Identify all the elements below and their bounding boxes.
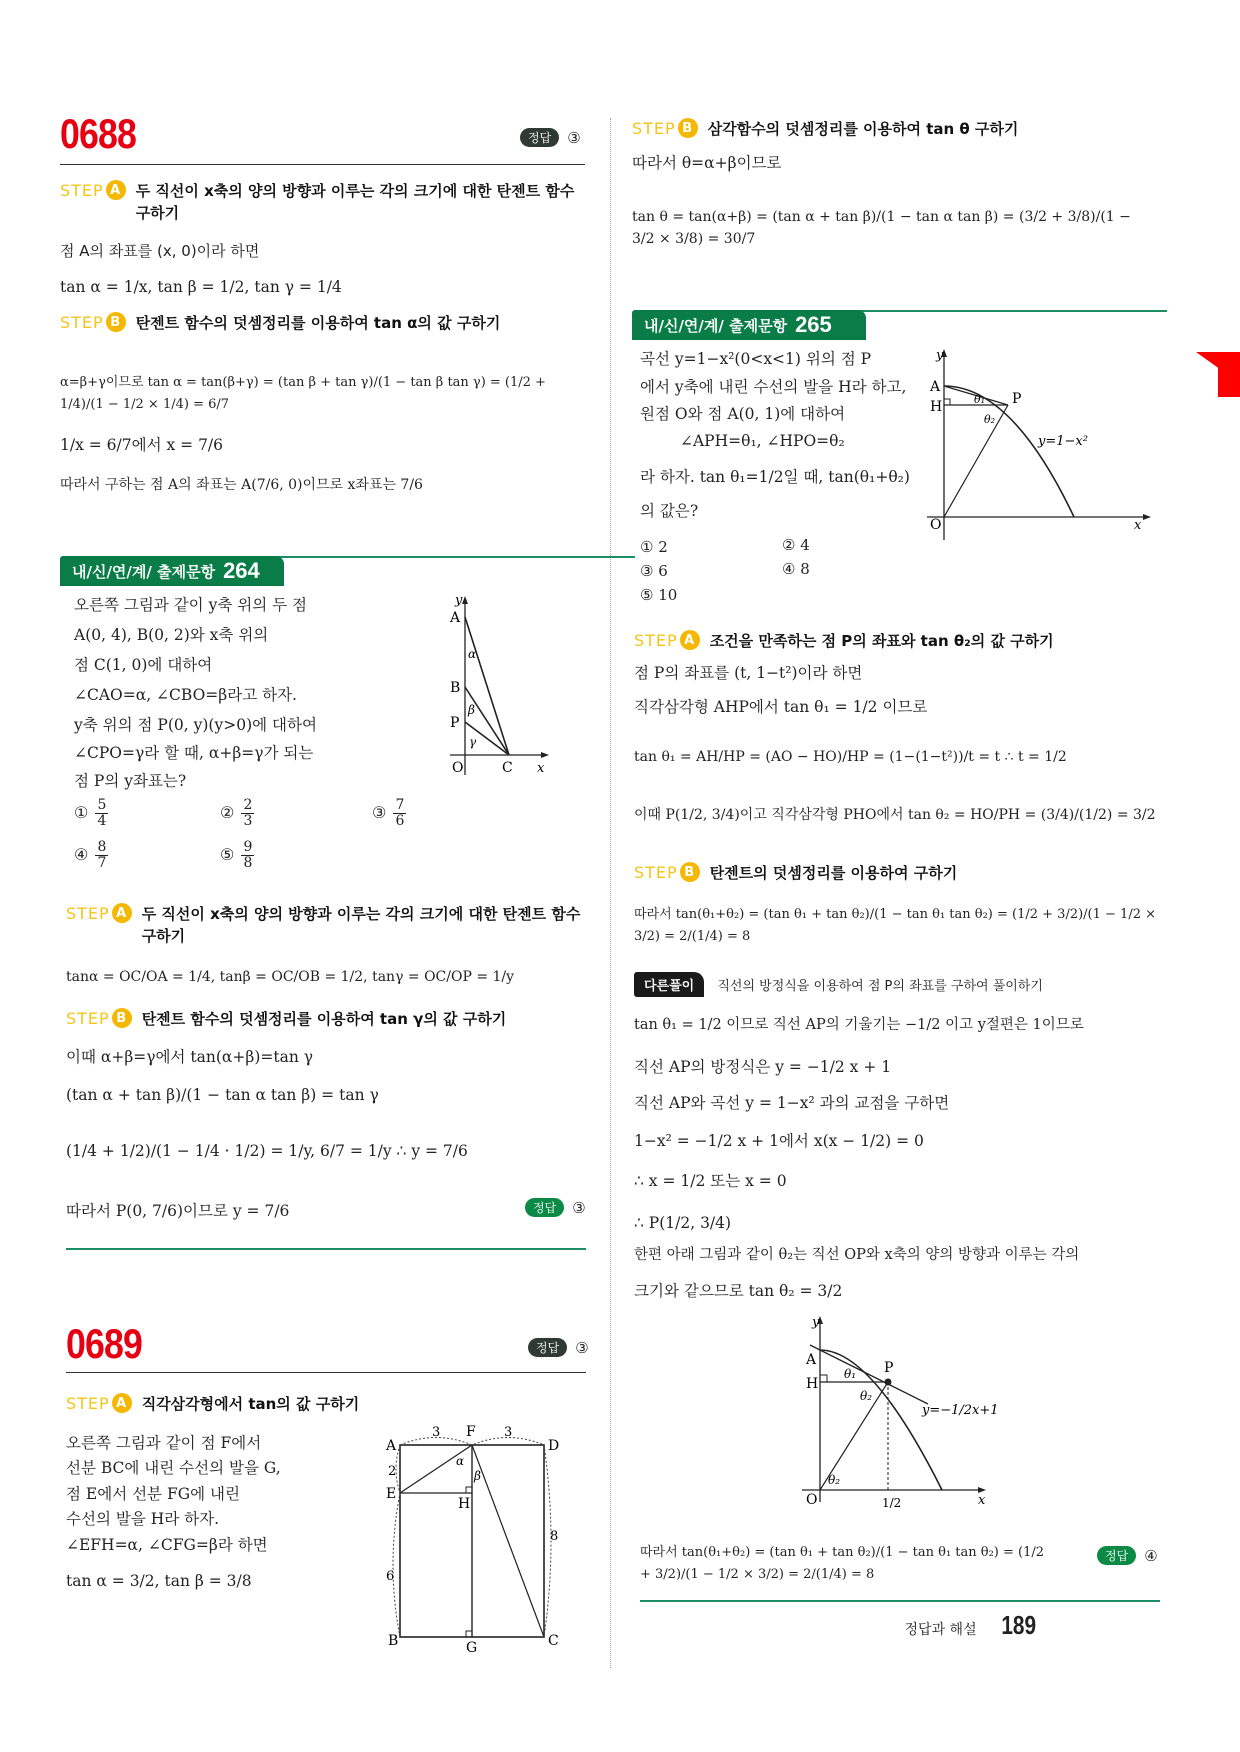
choice-4[interactable]: ④ $\frac{8}{7}$ bbox=[74, 839, 107, 871]
answer-label: 정답 bbox=[520, 128, 559, 147]
svg-text:1/2: 1/2 bbox=[882, 1496, 902, 1510]
math-line: tan θ₁ = 1/2 이므로 직선 AP의 기울기는 −1/2 이고 y절편은 1이므로 bbox=[634, 1017, 1084, 1033]
answer-value: ③ bbox=[572, 1198, 586, 1217]
svg-text:3: 3 bbox=[432, 1425, 441, 1440]
banner-rule bbox=[260, 556, 635, 558]
column-divider bbox=[610, 118, 611, 1668]
svg-text:y: y bbox=[812, 1315, 820, 1330]
math-line: 1−x² = −1/2 x + 1에서 x(x − 1/2) = 0 bbox=[634, 1132, 924, 1150]
problem-number-0688: 0688 bbox=[60, 110, 137, 157]
svg-text:α: α bbox=[456, 1454, 465, 1468]
svg-text:β: β bbox=[468, 703, 475, 717]
figure-265-alt bbox=[782, 1312, 1022, 1512]
math-line: 이때 P(1/2, 3/4)이고 직각삼각형 PHO에서 tan θ₂ = HO/PH = (3/4)/(1/2) = 3/2 bbox=[634, 807, 1156, 823]
step-tag: STEP A bbox=[60, 180, 126, 200]
svg-text:P: P bbox=[1012, 391, 1022, 407]
svg-text:A: A bbox=[450, 610, 461, 626]
text-line: ∠EFH=α, ∠CFG=β라 하면 bbox=[66, 1536, 268, 1554]
math-line: tan α = 1/x, tan β = 1/2, tan γ = 1/4 bbox=[60, 278, 342, 296]
math-line: tanα = OC/OA = 1/4, tanβ = OC/OB = 1/2, tanγ = OC/OP = 1/y bbox=[66, 969, 515, 985]
svg-text:B: B bbox=[388, 1633, 399, 1649]
step-tag: STEP B bbox=[60, 312, 126, 332]
svg-text:β: β bbox=[474, 1469, 481, 1483]
math-line: 직각삼각형 AHP에서 tan θ₁ = 1/2 이므로 bbox=[634, 698, 928, 716]
svg-text:y: y bbox=[936, 348, 944, 363]
svg-text:P: P bbox=[884, 1360, 894, 1376]
math-line: 직선 AP와 곡선 y = 1−x² 과의 교점을 구하면 bbox=[634, 1094, 950, 1112]
step-tag: STEP A bbox=[634, 630, 700, 650]
question-line: ∠CAO=α, ∠CBO=β라고 하자. bbox=[74, 686, 297, 704]
choice-3[interactable]: ③ 6 bbox=[640, 562, 668, 580]
answer-label: 정답 bbox=[525, 1198, 564, 1217]
step-tag: STEP B bbox=[632, 118, 698, 138]
answer-badge-265 bbox=[1097, 1546, 1158, 1565]
step-b-0688 bbox=[60, 312, 580, 334]
svg-text:y=−1/2x+1: y=−1/2x+1 bbox=[922, 1403, 999, 1418]
text-line: 오른쪽 그림과 같이 점 F에서 bbox=[66, 1434, 262, 1452]
alternative-solution-header bbox=[634, 972, 1043, 997]
problem-number-0689: 0689 bbox=[66, 1320, 143, 1367]
chapter-edge-tab bbox=[1196, 352, 1240, 397]
choice-2[interactable]: ② $\frac{2}{3}$ bbox=[220, 797, 253, 829]
page-number: 189 bbox=[1000, 1610, 1036, 1640]
math-line: 이때 α+β=γ에서 tan(α+β)=tan γ bbox=[66, 1048, 314, 1066]
svg-text:B: B bbox=[450, 680, 461, 696]
step-b-264 bbox=[66, 1008, 586, 1030]
choice-5[interactable]: ⑤ 10 bbox=[640, 586, 678, 604]
math-line: 크기와 같으므로 tan θ₂ = 3/2 bbox=[634, 1282, 843, 1300]
answer-value: ③ bbox=[575, 1338, 589, 1357]
question-line: ∠APH=θ₁, ∠HPO=θ₂ bbox=[680, 432, 845, 450]
question-line: 라 하자. tan θ₁=1/2일 때, tan(θ₁+θ₂) bbox=[640, 468, 910, 486]
svg-text:O: O bbox=[452, 760, 464, 776]
answer-badge-0689 bbox=[528, 1338, 589, 1357]
svg-text:O: O bbox=[930, 517, 942, 533]
svg-text:3: 3 bbox=[504, 1425, 513, 1440]
step-b-0689 bbox=[632, 118, 1162, 140]
step-title: 조건을 만족하는 점 P의 좌표와 tan θ₂의 값 구하기 bbox=[709, 632, 1054, 650]
svg-text:x: x bbox=[978, 1493, 986, 1508]
step-title: 삼각함수의 덧셈정리를 이용하여 tan θ 구하기 bbox=[707, 120, 1019, 138]
question-line: 의 값은? bbox=[640, 502, 699, 520]
svg-text:H: H bbox=[806, 1376, 819, 1392]
related-problem-banner-264: 내/신/연/계/ 출제문항 264 bbox=[60, 556, 284, 586]
text-line: 선분 BC에 내린 수선의 발을 G, bbox=[66, 1459, 281, 1477]
step-tag: STEP B bbox=[66, 1008, 132, 1028]
svg-text:A: A bbox=[806, 1352, 817, 1368]
step-a-265 bbox=[634, 630, 1164, 652]
svg-text:A: A bbox=[386, 1438, 397, 1454]
svg-text:θ₁: θ₁ bbox=[844, 1367, 857, 1381]
svg-text:H: H bbox=[930, 399, 943, 415]
math-line: 1/x = 6/7에서 x = 7/6 bbox=[60, 436, 224, 454]
step-a-0688 bbox=[60, 180, 580, 224]
math-line: 따라서 tan(θ₁+θ₂) = (tan θ₁ + tan θ₂)/(1 − tan θ₁ tan θ₂) = (1/2 + 3/2)/(1 − 1/2 × 3/2) = 2/(1/4) = 8 bbox=[634, 907, 1157, 944]
step-title: 탄젠트 함수의 덧셈정리를 이용하여 tan γ의 값 구하기 bbox=[141, 1010, 507, 1028]
math-line: 따라서 tan(θ₁+θ₂) = (tan θ₁ + tan θ₂)/(1 − tan θ₁ tan θ₂) = (1/2 + 3/2)/(1 − 1/2 × 3/2) = 2/(1/4) = 8 bbox=[640, 1545, 1045, 1582]
question-line: 원점 O와 점 A(0, 1)에 대하여 bbox=[640, 405, 846, 423]
page-footer bbox=[905, 1610, 1040, 1641]
answer-label: 정답 bbox=[528, 1338, 567, 1357]
question-line: 곡선 y=1−x²(0<x<1) 위의 점 P bbox=[640, 350, 872, 368]
section-end-rule bbox=[640, 1600, 1160, 1602]
math-line: 직선 AP의 방정식은 y = −1/2 x + 1 bbox=[634, 1058, 892, 1076]
math-line: 점 P의 좌표를 (t, 1−t²)이라 하면 bbox=[634, 664, 863, 682]
step-title: 탄젠트의 덧셈정리를 이용하여 구하기 bbox=[709, 864, 958, 882]
svg-text:θ₁: θ₁ bbox=[974, 393, 986, 406]
math-line: tan θ = tan(α+β) = (tan α + tan β)/(1 − tan α tan β) = (3/2 + 3/8)/(1 − 3/2 × 3/8) = 30/7 bbox=[632, 209, 1131, 247]
question-line: ∠CPO=γ라 할 때, α+β=γ가 되는 bbox=[74, 744, 314, 762]
figure-264 bbox=[435, 590, 555, 790]
step-title: 두 직선이 x축의 양의 방향과 이루는 각의 크기에 대한 탄젠트 함수 구하기 bbox=[135, 182, 575, 222]
svg-text:C: C bbox=[548, 1633, 559, 1649]
text-line: 수선의 발을 H라 하자. bbox=[66, 1510, 220, 1528]
figure-0689 bbox=[370, 1420, 570, 1660]
choice-4[interactable]: ④ 8 bbox=[782, 560, 810, 578]
banner-rule bbox=[842, 310, 1167, 312]
step-a-264 bbox=[66, 903, 586, 947]
svg-text:θ₂: θ₂ bbox=[828, 1473, 841, 1487]
answer-value: ③ bbox=[567, 128, 581, 147]
svg-text:C: C bbox=[502, 760, 513, 776]
step-b-265 bbox=[634, 862, 1164, 884]
choice-1[interactable]: ① $\frac{5}{4}$ bbox=[74, 797, 107, 829]
section-end-rule bbox=[66, 1248, 586, 1250]
choice-1[interactable]: ① 2 bbox=[640, 538, 668, 556]
math-line: ∴ x = 1/2 또는 x = 0 bbox=[634, 1172, 787, 1190]
step-title: 두 직선이 x축의 양의 방향과 이루는 각의 크기에 대한 탄젠트 함수 구하기 bbox=[141, 905, 581, 945]
svg-text:F: F bbox=[466, 1424, 476, 1440]
svg-text:H: H bbox=[458, 1496, 471, 1512]
svg-text:E: E bbox=[386, 1486, 397, 1502]
choice-5[interactable]: ⑤ $\frac{9}{8}$ bbox=[220, 839, 253, 871]
svg-text:γ: γ bbox=[469, 735, 477, 749]
answer-badge-0688 bbox=[520, 128, 581, 147]
svg-text:6: 6 bbox=[386, 1569, 395, 1584]
math-line: α=β+γ이므로 tan α = tan(β+γ) = (tan β + tan γ)/(1 − tan β tan γ) = (1/2 + 1/4)/(1 − 1/2 × 1/4) = 6/7 bbox=[60, 375, 546, 412]
step-tag: STEP A bbox=[66, 903, 132, 923]
svg-text:G: G bbox=[466, 1640, 478, 1656]
step-title: 직각삼각형에서 tan의 값 구하기 bbox=[141, 1395, 360, 1413]
step-tag: STEP A bbox=[66, 1393, 132, 1413]
svg-text:8: 8 bbox=[550, 1529, 559, 1544]
alt-solution-title: 직선의 방정식을 이용하여 점 P의 좌표를 구하여 풀이하기 bbox=[717, 979, 1043, 994]
section-rule bbox=[66, 1372, 586, 1373]
svg-text:y=1−x²: y=1−x² bbox=[1038, 434, 1088, 449]
question-line: 에서 y축에 내린 수선의 발을 H라 하고, bbox=[640, 378, 907, 396]
step-title: 탄젠트 함수의 덧셈정리를 이용하여 tan α의 값 구하기 bbox=[135, 314, 501, 332]
svg-text:A: A bbox=[930, 379, 941, 395]
svg-text:y: y bbox=[455, 593, 463, 608]
text-line: 점 A의 좌표를 (x, 0)이라 하면 bbox=[60, 242, 260, 260]
answer-label: 정답 bbox=[1097, 1546, 1136, 1565]
choice-3[interactable]: ③ $\frac{7}{6}$ bbox=[372, 797, 405, 829]
math-line: tan θ₁ = AH/HP = (AO − HO)/HP = (1−(1−t²))/t = t ∴ t = 1/2 bbox=[634, 749, 1067, 765]
svg-text:2: 2 bbox=[388, 1464, 397, 1479]
question-line: A(0, 4), B(0, 2)와 x축 위의 bbox=[74, 626, 269, 644]
math-line: tan α = 3/2, tan β = 3/8 bbox=[66, 1572, 252, 1590]
svg-text:O: O bbox=[806, 1492, 818, 1508]
svg-text:x: x bbox=[1134, 518, 1142, 533]
question-line: 오른쪽 그림과 같이 y축 위의 두 점 bbox=[74, 596, 307, 614]
figure-265 bbox=[922, 345, 1162, 545]
question-line: y축 위의 점 P(0, y)(y>0)에 대하여 bbox=[74, 716, 317, 734]
section-rule bbox=[60, 164, 585, 165]
math-line: ∴ P(1/2, 3/4) bbox=[634, 1214, 732, 1232]
step-a-0689 bbox=[66, 1393, 586, 1415]
svg-text:θ₂: θ₂ bbox=[984, 413, 996, 426]
step-tag: STEP B bbox=[634, 862, 700, 882]
math-line: (1/4 + 1/2)/(1 − 1/4 · 1/2) = 1/y, 6/7 = 1/y ∴ y = 7/6 bbox=[66, 1142, 468, 1160]
footer-label: 정답과 해설 bbox=[904, 1622, 977, 1638]
question-line: 점 P의 y좌표는? bbox=[74, 772, 187, 790]
math-line: 한편 아래 그림과 같이 θ₂는 직선 OP와 x축의 양의 방향과 이루는 각의 bbox=[634, 1247, 1080, 1263]
svg-text:P: P bbox=[450, 715, 460, 731]
math-line: 따라서 구하는 점 A의 좌표는 A(7/6, 0)이므로 x좌표는 7/6 bbox=[60, 477, 423, 493]
svg-text:D: D bbox=[548, 1438, 560, 1454]
svg-text:α: α bbox=[468, 647, 477, 661]
question-line: 점 C(1, 0)에 대하여 bbox=[74, 656, 213, 674]
svg-text:x: x bbox=[537, 761, 545, 776]
math-line: 따라서 P(0, 7/6)이므로 y = 7/6 bbox=[66, 1202, 290, 1220]
answer-badge-264 bbox=[525, 1198, 586, 1217]
alt-solution-tag: 다른풀이 bbox=[634, 972, 704, 997]
math-line: (tan α + tan β)/(1 − tan α tan β) = tan γ bbox=[66, 1086, 379, 1104]
related-problem-banner-265: 내/신/연/계/ 출제문항 265 bbox=[632, 310, 866, 340]
text-line: 점 E에서 선분 FG에 내린 bbox=[66, 1485, 240, 1503]
svg-text:θ₂: θ₂ bbox=[860, 1389, 873, 1403]
answer-value: ④ bbox=[1144, 1546, 1158, 1565]
math-line: 따라서 θ=α+β이므로 bbox=[632, 154, 782, 172]
choice-2[interactable]: ② 4 bbox=[782, 536, 810, 554]
